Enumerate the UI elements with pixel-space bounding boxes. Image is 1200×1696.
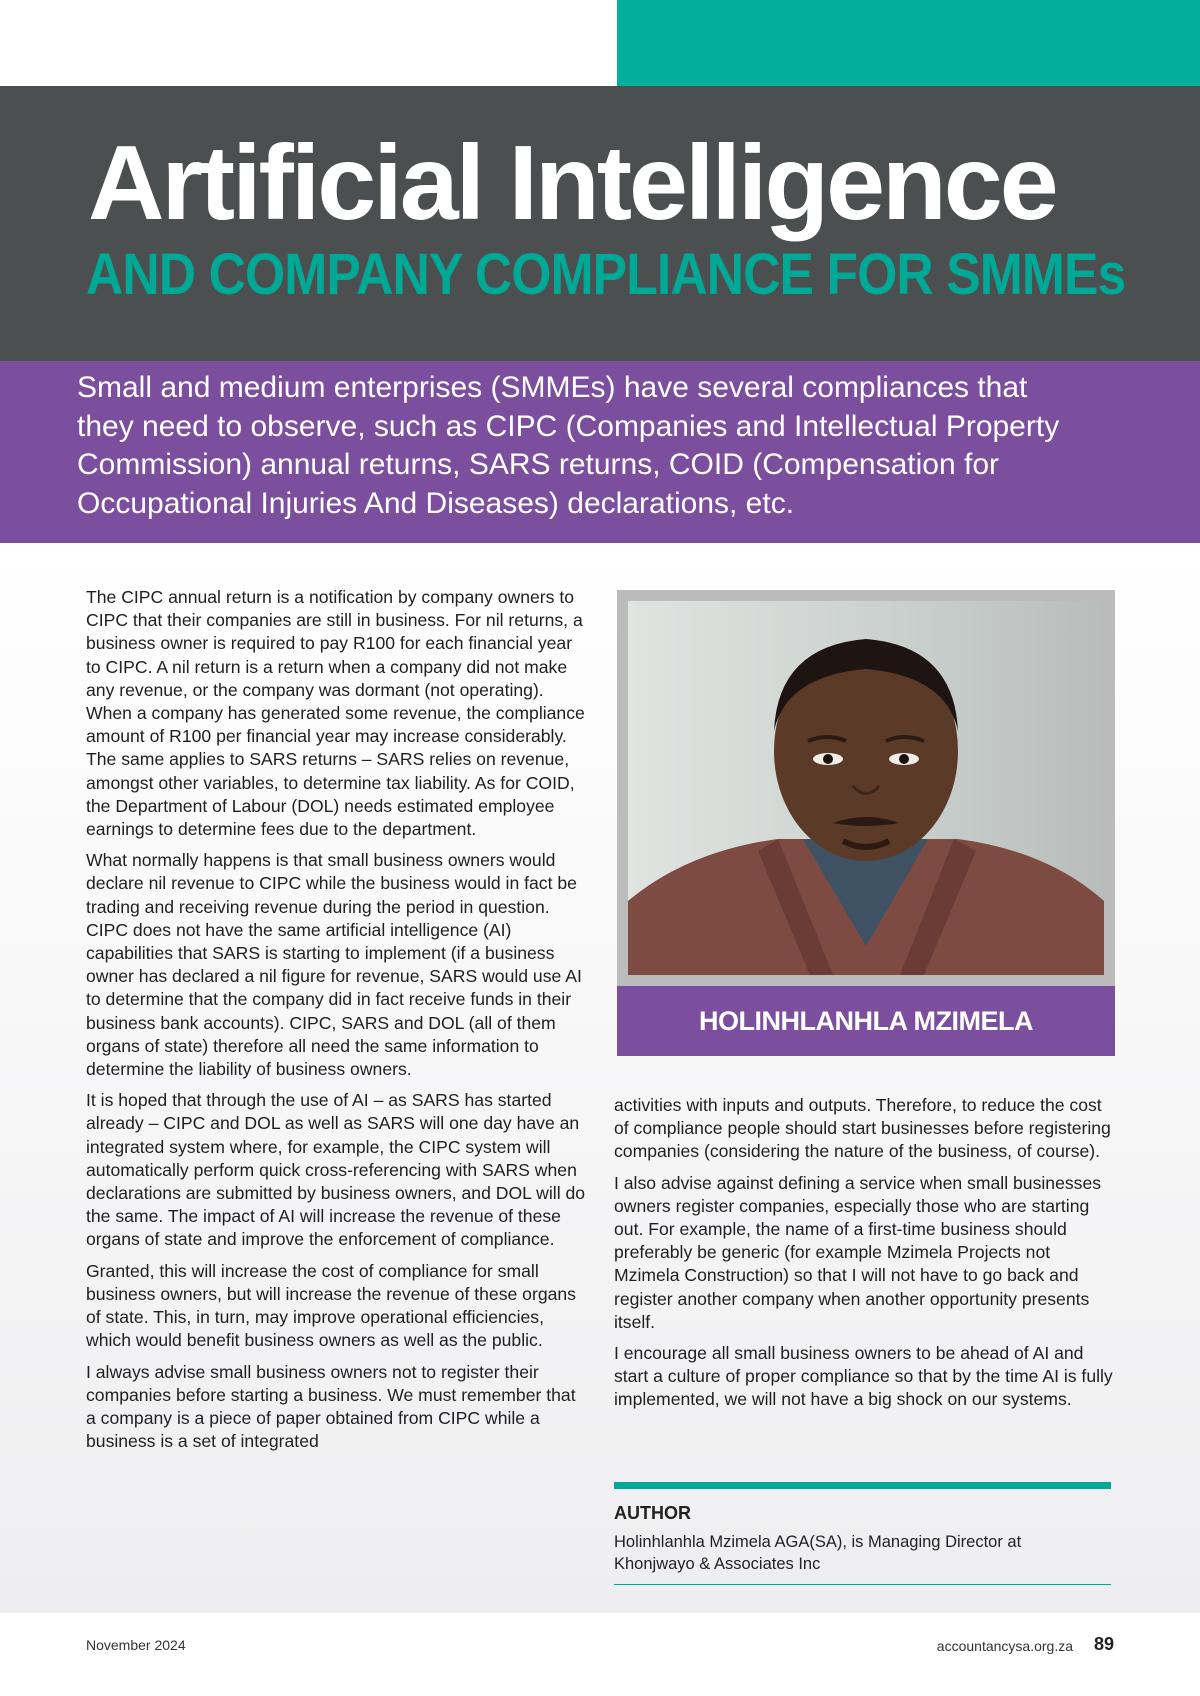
author-photo (628, 601, 1104, 975)
author-bottom-rule (614, 1584, 1111, 1585)
paragraph: I also advise against defining a service when small businesses owners register companies, especially those who are starting out. For example, the name of a first-time business should preferably be generic (for example Mzimela Projects not Mzimela Construction) so that I will not have to go back and register another company when another opportunity presents itself. (614, 1172, 1102, 1332)
article-subtitle: AND COMPANY COMPLIANCE FOR SMMEs (86, 242, 1126, 307)
footer-site-link[interactable]: accountancysa.org.za (936, 1638, 1073, 1654)
left-column (86, 586, 586, 1461)
author-photo-frame (617, 590, 1115, 986)
paragraph: What normally happens is that small business owners would declare nil revenue to CIPC while the business would in fact be trading and receiving revenue during the period in question. CIPC does not have the same artificial intelligence (AI) capabilities that SARS is starting to implement (if a business owner has declared a nil figure for revenue, SARS would use AI to determine that the company did in fact receive funds in their business bank accounts). CIPC, SARS and DOL (all of them organs of state) therefore all need the same information to determine the liability of business owners. (86, 850, 582, 1080)
page-number: 89 (1094, 1634, 1115, 1654)
paragraph: The CIPC annual return is a notification by company owners to CIPC that their companies are still in business. For nil returns, a business owner is required to pay R100 for each financial year to CIPC. A nil return is a return when a company did not make any revenue, or the company was dormant (not operating). When a company has generated some revenue, the compliance amount of R100 per financial year may increase considerably. The same applies to SARS returns – SARS relies on revenue, amongst other variables, to determine tax liability. As for COID, the Department of Labour (DOL) needs estimated employee earnings to determine fees due to the department. (86, 587, 585, 840)
author-label: AUTHOR (614, 1503, 691, 1523)
paragraph: I always advise small business owners not to register their companies before starting a business. We must remember that a company is a piece of paper obtained from CIPC while a business is a set of integrated (86, 1361, 576, 1452)
footer-date: November 2024 (86, 1637, 186, 1653)
paragraph: activities with inputs and outputs. Therefore, to reduce the cost of compliance people should start businesses before registering companies (considering the nature of the business, of course). (614, 1095, 1111, 1162)
intro-text: Small and medium enterprises (SMMEs) have several compliances that they need to observe, such as CIPC (Companies and Intellectual Property Commission) annual returns, SARS returns, COID (Compensation for Occupational Injuries And Diseases) declarations, etc. (77, 371, 1060, 520)
portrait-illustration (628, 601, 1104, 975)
paragraph: I encourage all small business owners to be ahead of AI and start a culture of proper compliance so that by the time AI is fully implemented, we will not have a big shock on our systems. (614, 1343, 1113, 1410)
paragraph: It is hoped that through the use of AI – as SARS has started already – CIPC and DOL as well as SARS will one day have an integrated system where, for example, the CIPC system will automatically perform quick cross-referencing with SARS when declarations are submitted by business owners, and DOL will do the same. The impact of AI will increase the revenue of these organs of state and improve the enforcement of compliance. (86, 1090, 586, 1250)
paragraph: Granted, this will increase the cost of compliance for small business owners, but will increase the revenue of these organs of state. This, in turn, may improve operational efficiencies, which would benefit business owners as well as the public. (86, 1260, 576, 1351)
right-column (614, 1094, 1114, 1420)
author-divider (614, 1482, 1111, 1489)
author-name-banner (617, 986, 1115, 1056)
author-bio: Holinhlanhla Mzimela AGA(SA), is Managing Director at Khonjwayo & Associates Inc (614, 1533, 1022, 1573)
article-title: Artificial Intelligence (88, 124, 1056, 242)
author-name: HOLINHLANHLA MZIMELA (699, 1005, 1033, 1036)
top-accent-bar (617, 0, 1200, 86)
